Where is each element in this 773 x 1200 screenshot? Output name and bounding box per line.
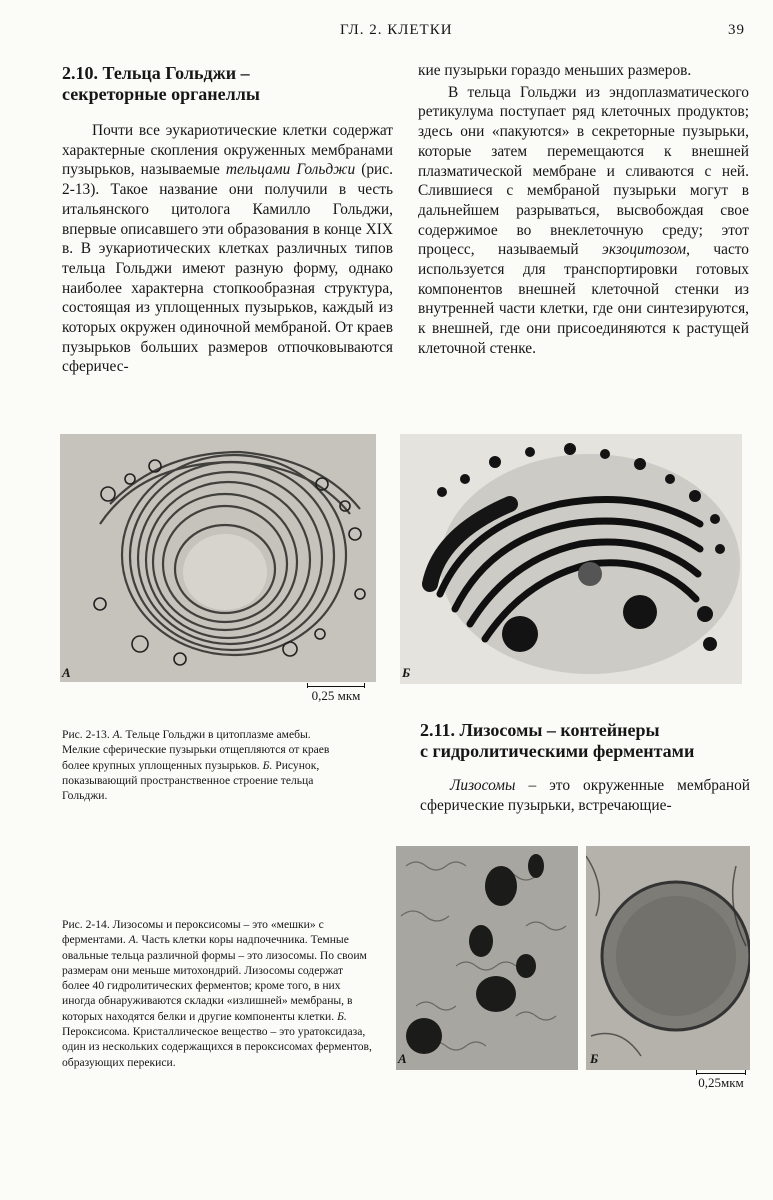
figure-label-b: Б [590, 1051, 599, 1066]
section-2-11-heading: 2.11. Лизосомы – контейнеры с гидролитическими ферментами [420, 720, 695, 761]
golgi-micrograph [60, 434, 376, 682]
section-2-10-heading: 2.10. Тельца Гольджи – секреторные органеллы [62, 63, 260, 104]
figure-label-a: А [62, 665, 71, 680]
paragraph: В тельца Гольджи из эндоплазматического ретикулума поступает ряд клеточных продуктов; здесь они «пакуются» в секреторные пузырьки, которые затем перемещаются к внешней плазматической мембране и сливаются с ней. Слившиеся с мембраной пузырьки могут в дальнейшем разрываться, высвобождая свое содержимое во внеклеточную среду; этот процесс, называемый экзоцитозом, часто используется для транспортировки готовых компонентов внешней клеточной стенки из внутренней части клетки, где они синтезируются, к внешней, где они присоединяются к растущей клеточной стенке. [418, 83, 749, 357]
figure-label-b: Б [402, 665, 411, 680]
section-2-11-text [420, 776, 750, 815]
section-2-10-text-left [62, 121, 393, 377]
scale-bar: 0,25 мкм [300, 686, 372, 704]
peroxisome-micrograph [586, 846, 750, 1070]
paragraph: Лизосомы – это окруженные мембраной сферические пузырьки, встречающие- [420, 777, 750, 814]
paragraph-continued: кие пузырьки гораздо меньших размеров. [418, 62, 692, 79]
lysosome-micrograph [396, 846, 578, 1070]
golgi-drawing [400, 434, 742, 684]
figure-2-14-caption: Рис. 2-14. Лизосомы и пероксисомы – это «мешки» с ферментами. А. Часть клетки коры надпочечника. Темные овальные тельца различной формы – это лизосомы. По своим размерам они меньше митохондрий. Лизосомы содержат более 40 гидролитических ферментов; кроме того, в них иногда обнаруживаются складки «излишней» мембраны, в которых находятся белки и другие компоненты клетки. Б. Пероксисома. Кристаллическое вещество – это уратоксидаза, один из нескольких содержащихся в пероксисомах ферментов, образующих перекиси. [62, 918, 372, 1069]
chapter-title: ГЛ. 2. КЛЕТКИ [340, 22, 453, 38]
section-2-10-text-right [418, 61, 749, 359]
figure-label-a: А [398, 1051, 407, 1066]
scale-bar: 0,25мкм [690, 1073, 752, 1091]
page-number: 39 [728, 22, 745, 38]
paragraph: Почти все эукариотические клетки содержат характерные скопления окруженных мембранами пузырьков, называемые тельцами Гольджи (рис. 2-13). Такое название они получили в честь итальянского цитолога Камилло Гольджи, впервые описавшего эти образования в конце XIX в. В эукариотических клетках различных типов тельца Гольджи имеют разную форму, однако наиболее характерна стопкообразная структура, состоящая из уплощенных пузырьков, каждый из которых окружен одиночной мембраной. От краев пузырьков больших размеров отпочковываются сферичес- [62, 122, 393, 376]
figure-2-13-caption: Рис. 2-13. А. Тельце Гольджи в цитоплазме амебы. Мелкие сферические пузырьки отщепляются от краев более крупных уплощенных пузырьков. Б. Рисунок, показывающий пространственное строение тельца Гольджи. [62, 728, 330, 803]
